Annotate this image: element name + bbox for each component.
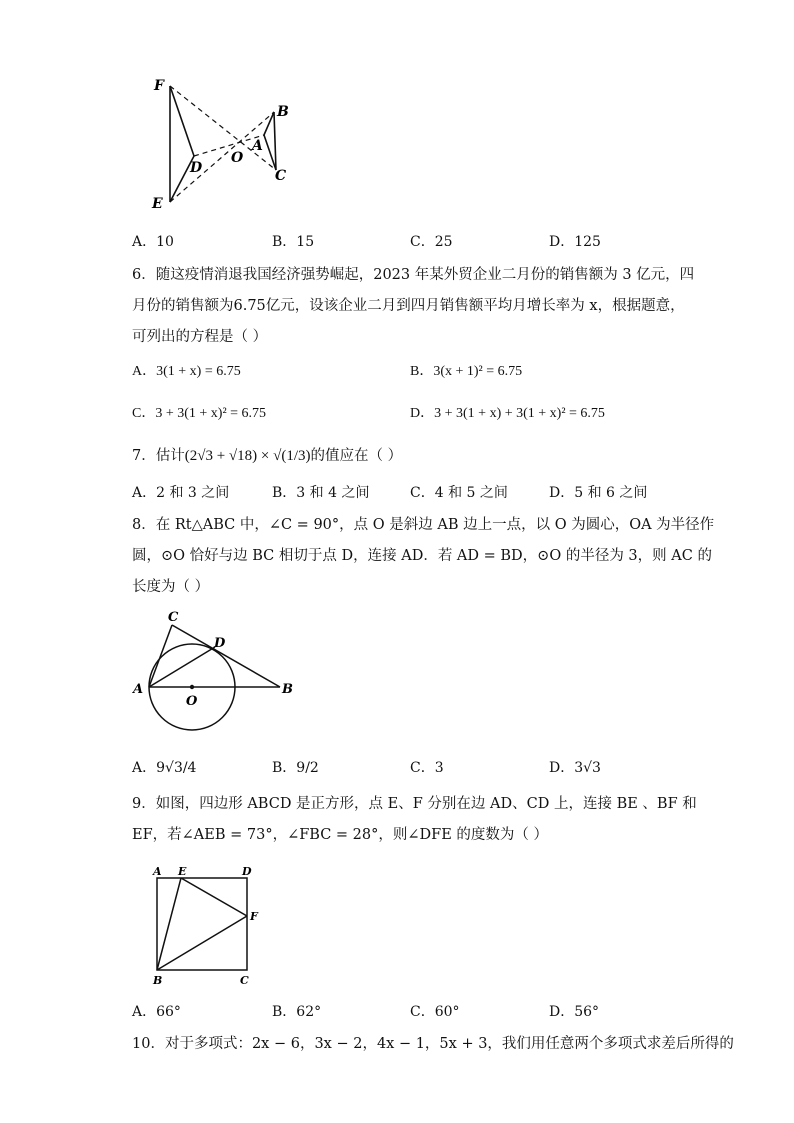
q6-option-a: A．3(1 + x) = 6.75: [132, 364, 241, 379]
q6-line-2: 月份的销售额为6.75亿元，设该企业二月到四月销售额平均月增长率为 x，根据题意，: [132, 298, 685, 314]
q8-figure: [128, 605, 298, 740]
label-F: F: [154, 78, 164, 94]
q7-expression: (2√3 + √18) × √(1/3): [184, 448, 311, 464]
q7-suffix: 的值应在（ ）: [310, 448, 403, 464]
q5-figure: [140, 70, 310, 220]
label-C: C: [168, 610, 179, 625]
q8-option-d: D．3√3: [549, 760, 601, 776]
q6-option-d: D．3 + 3(1 + x) + 3(1 + x)² = 6.75: [410, 406, 605, 421]
label-E: E: [152, 196, 163, 212]
label-A: A: [252, 138, 263, 154]
q6-option-b: B．3(x + 1)² = 6.75: [410, 364, 523, 379]
q5-option-d: D．125: [549, 234, 601, 250]
q9-figure: [145, 862, 270, 992]
q9-option-b: B．62°: [272, 1004, 322, 1020]
label-C: C: [275, 168, 287, 184]
q5-option-b: B．15: [272, 234, 315, 250]
q6-option-c: C．3 + 3(1 + x)² = 6.75: [132, 406, 267, 421]
label-A: A: [153, 865, 162, 878]
q9-line-2: EF，若∠AEB = 73°，∠FBC = 28°，则∠DFE 的度数为（ ）: [132, 827, 549, 843]
label-O: O: [186, 694, 198, 709]
q6-line-1: 6．随这疫情消退我国经济强势崛起，2023 年某外贸企业二月份的销售额为 3 亿元，四: [132, 267, 695, 283]
q8-option-b: B．9/2: [272, 760, 319, 776]
q9-line-1: 9．如图，四边形 ABCD 是正方形，点 E、F 分别在边 AD、CD 上，连接 BE 、BF 和: [132, 796, 697, 812]
q10-line-1: 10．对于多项式：2x − 6，3x − 2，4x − 1，5x + 3，我们用任意两个多项式求差后所得的: [132, 1036, 734, 1052]
label-E: E: [178, 865, 187, 878]
label-D: D: [242, 865, 252, 878]
label-B: B: [282, 682, 293, 697]
label-A: A: [133, 682, 144, 697]
label-F: F: [250, 910, 258, 923]
q8-line-2: 圆，⊙O 恰好与边 BC 相切于点 D，连接 AD．若 AD = BD，⊙O 的半径为 3，则 AC 的: [132, 548, 712, 564]
q7-option-c: C．4 和 5 之间: [410, 485, 508, 501]
q8-line-3: 长度为（ ）: [132, 579, 210, 595]
q9-option-a: A．66°: [132, 1004, 181, 1020]
label-D: D: [190, 160, 203, 176]
q5-option-c: C．25: [410, 234, 453, 250]
q7-option-b: B．3 和 4 之间: [272, 485, 370, 501]
q7-stem: [132, 446, 402, 466]
q8-option-c: C．3: [410, 760, 444, 776]
q7-option-d: D．5 和 6 之间: [549, 485, 648, 501]
q9-option-d: D．56°: [549, 1004, 600, 1020]
q8-line-1: 8．在 Rt△ABC 中，∠C = 90°，点 O 是斜边 AB 边上一点，以 O 为圆心，OA 为半径作: [132, 517, 715, 533]
label-D: D: [214, 636, 226, 651]
q5-option-a: A．10: [132, 234, 174, 250]
label-B: B: [277, 104, 289, 120]
label-B: B: [153, 974, 163, 987]
q6-line-3: 可列出的方程是（ ）: [132, 329, 268, 345]
q7-option-a: A．2 和 3 之间: [132, 485, 230, 501]
q7-prefix: 7．估计: [132, 448, 185, 464]
q9-option-c: C．60°: [410, 1004, 460, 1020]
q8-option-a: A．9√3/4: [132, 760, 197, 776]
label-O: O: [231, 150, 244, 166]
label-C: C: [240, 974, 249, 987]
